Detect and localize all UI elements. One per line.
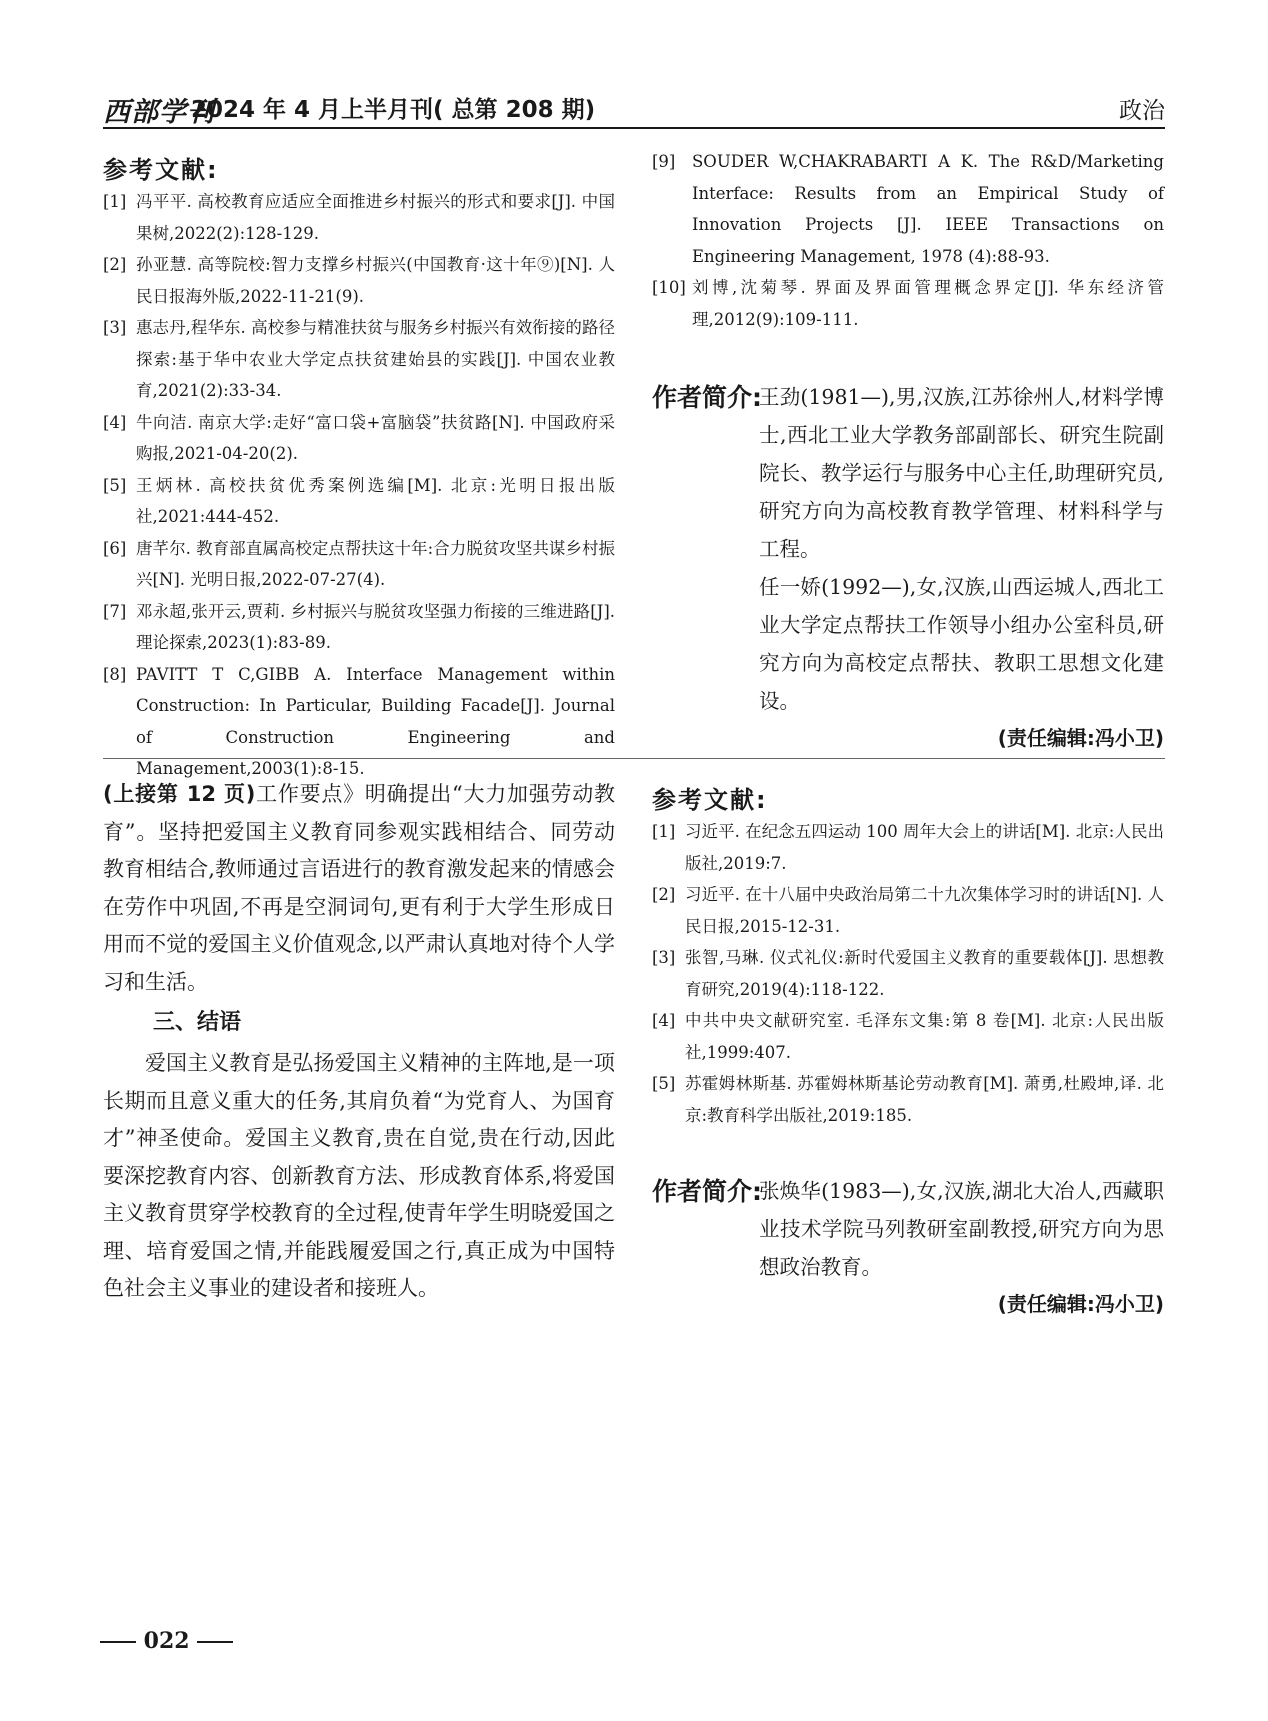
references-heading-bottom: 参考文献:: [652, 786, 768, 814]
reference-item: [103, 407, 615, 470]
body-paragraph: 工作要点》明确提出“大力加强劳动教育”。坚持把爱国主义教育同参观实践相结合、同劳动教育相结合,教师通过言语进行的教育激发起来的情感会在劳作中巩固,不再是空洞词句,更有利于大学生形成日用而不觉的爱国主义价值观念,以严肃认真地对待个人学习和生活。: [103, 782, 615, 994]
reference-text: 牛向洁. 南京大学:走好“富口袋+富脑袋”扶贫路[N]. 中国政府采购报,2021-04-20(2).: [136, 412, 615, 463]
reference-text: 孙亚慧. 高等院校:智力支撑乡村振兴(中国教育·这十年⑨)[N]. 人民日报海外版,2022-11-21(9).: [136, 255, 615, 306]
reference-item: [103, 312, 615, 407]
reference-number: [4]: [103, 412, 127, 432]
reference-number: [9]: [652, 152, 676, 171]
reference-number: [5]: [103, 475, 127, 495]
reference-item: [652, 1005, 1164, 1068]
reference-text: SOUDER W,CHAKRABARTI A K. The R&D/Marketing Interface: Results from an Empirical Study of Innovation Projects [J]. IEEE Transactions on Engineering Management, 1978 (4):88-93.: [692, 152, 1164, 266]
folio-dash-left: [100, 1641, 136, 1643]
reference-text: 惠志丹,程华东. 高校参与精准扶贫与服务乡村振兴有效衔接的路径探索:基于华中农业大学定点扶贫建始县的实践[J]. 中国农业教育,2021(2):33-34.: [136, 318, 615, 400]
body-paragraph: 爱国主义教育是弘扬爱国主义精神的主阵地,是一项长期而且意义重大的任务,其肩负着“为党育人、为国育才”神圣使命。爱国主义教育,贵在自觉,贵在行动,因此要深挖教育内容、创新教育方法、形成教育体系,将爱国主义教育贯穿学校教育的全过程,使青年学生明晓爱国之理、培育爱国之情,并能践履爱国之行,真正成为中国特色社会主义事业的建设者和接班人。: [103, 1051, 615, 1300]
reference-text: 苏霍姆林斯基. 苏霍姆林斯基论劳动教育[M]. 萧勇,杜殿坤,译. 北京:教育科学出版社,2019:185.: [685, 1074, 1164, 1125]
section-heading: 三、结语: [153, 1010, 242, 1035]
reference-text: 冯平平. 高校教育应适应全面推进乡村振兴的形式和要求[J]. 中国果树,2022(2):128-129.: [136, 192, 615, 243]
continued-from-marker: (上接第 12 页): [103, 782, 256, 806]
reference-item: [652, 272, 1164, 335]
reference-item: [103, 249, 615, 312]
reference-number: [2]: [103, 255, 127, 274]
section-name: 政治: [1119, 98, 1165, 124]
reference-number: [4]: [652, 1011, 676, 1030]
reference-number: [3]: [103, 318, 127, 337]
reference-text: PAVITT T C,GIBB A. Interface Management within Construction: In Particular, Building Facade[J]. Journal of Construction Engineering and Management,2003(1):8-15.: [136, 664, 615, 778]
reference-text: 张智,马琳. 仪式礼仪:新时代爱国主义教育的重要载体[J]. 思想教育研究,2019(4):118-122.: [685, 948, 1164, 999]
reference-number: [2]: [652, 885, 676, 904]
reference-item: [652, 146, 1164, 272]
author-bio-paragraph: 任一娇(1992—),女,汉族,山西运城人,西北工业大学定点帮扶工作领导小组办公室科员,研究方向为高校定点帮扶、教职工思想文化建设。: [759, 575, 1164, 713]
reference-list-bottom: [652, 816, 1164, 1131]
references-heading-top: 参考文献:: [103, 156, 219, 184]
author-bio-bottom: [652, 1172, 1164, 1317]
author-bio-label: 作者简介:: [652, 1177, 762, 1206]
reference-number: [7]: [103, 601, 127, 621]
author-bio-paragraph: 王劲(1981—),男,汉族,江苏徐州人,材料学博士,西北工业大学教务部副部长、研究生院副院长、教学运行与服务中心主任,助理研究员,研究方向为高校教育教学管理、材料科学与工程。: [759, 385, 1164, 561]
reference-list-top-left: [103, 186, 615, 785]
reference-text: 唐芊尔. 教育部直属高校定点帮扶这十年:合力脱贫攻坚共谋乡村振兴[N]. 光明日报,2022-07-27(4).: [136, 538, 615, 589]
reference-number: [3]: [652, 948, 676, 967]
responsible-editor: (责任编辑:冯小卫): [997, 1292, 1164, 1316]
reference-number: [1]: [103, 192, 127, 211]
reference-item: [103, 186, 615, 249]
page-number: [100, 1628, 233, 1654]
page-number-text: 022: [143, 1628, 190, 1654]
reference-item: [652, 1068, 1164, 1131]
reference-item: [103, 533, 615, 596]
reference-text: 习近平. 在十八届中央政治局第二十九次集体学习时的讲话[N]. 人民日报,2015-12-31.: [685, 885, 1164, 936]
folio-dash-right: [197, 1641, 233, 1643]
reference-text: 刘博,沈菊琴. 界面及界面管理概念界定[J]. 华东经济管理,2012(9):109-111.: [692, 278, 1164, 329]
reference-number: [1]: [652, 822, 676, 841]
reference-item: [103, 596, 615, 659]
reference-list-top-right: [652, 146, 1164, 335]
reference-number: [6]: [103, 538, 127, 558]
author-bio-label: 作者简介:: [652, 383, 762, 412]
author-bio-top: [652, 378, 1164, 751]
reference-text: 习近平. 在纪念五四运动 100 周年大会上的讲话[M]. 北京:人民出版社,2019:7.: [685, 822, 1164, 873]
issue-info: 2024 年 4 月上半月刊( 总第 208 期): [191, 97, 596, 123]
reference-number: [8]: [103, 664, 127, 684]
reference-number: [10]: [652, 278, 686, 297]
article-separator-rule: [103, 758, 1165, 759]
reference-text: 中共中央文献研究室. 毛泽东文集:第 8 卷[M]. 北京:人民出版社,1999:407.: [685, 1011, 1164, 1062]
reference-item: [652, 816, 1164, 879]
reference-item: [103, 470, 615, 533]
header-rule: [103, 127, 1165, 129]
author-bio-paragraph: 张焕华(1983—),女,汉族,湖北大冶人,西藏职业技术学院马列教研室副教授,研究方向为思想政治教育。: [759, 1179, 1164, 1279]
reference-text: 邓永超,张开云,贾莉. 乡村振兴与脱贫攻坚强力衔接的三维进路[J]. 理论探索,2023(1):83-89.: [136, 601, 615, 652]
responsible-editor: (责任编辑:冯小卫): [997, 726, 1164, 750]
reference-item: [652, 879, 1164, 942]
reference-item: [652, 942, 1164, 1005]
reference-number: [5]: [652, 1074, 676, 1093]
reference-text: 王炳林. 高校扶贫优秀案例选编[M]. 北京:光明日报出版社,2021:444-452.: [136, 475, 615, 526]
reference-item: [103, 659, 615, 785]
article-body: [103, 776, 615, 1308]
running-header: [103, 86, 1165, 126]
journal-logo: 西部学刊: [103, 97, 215, 128]
